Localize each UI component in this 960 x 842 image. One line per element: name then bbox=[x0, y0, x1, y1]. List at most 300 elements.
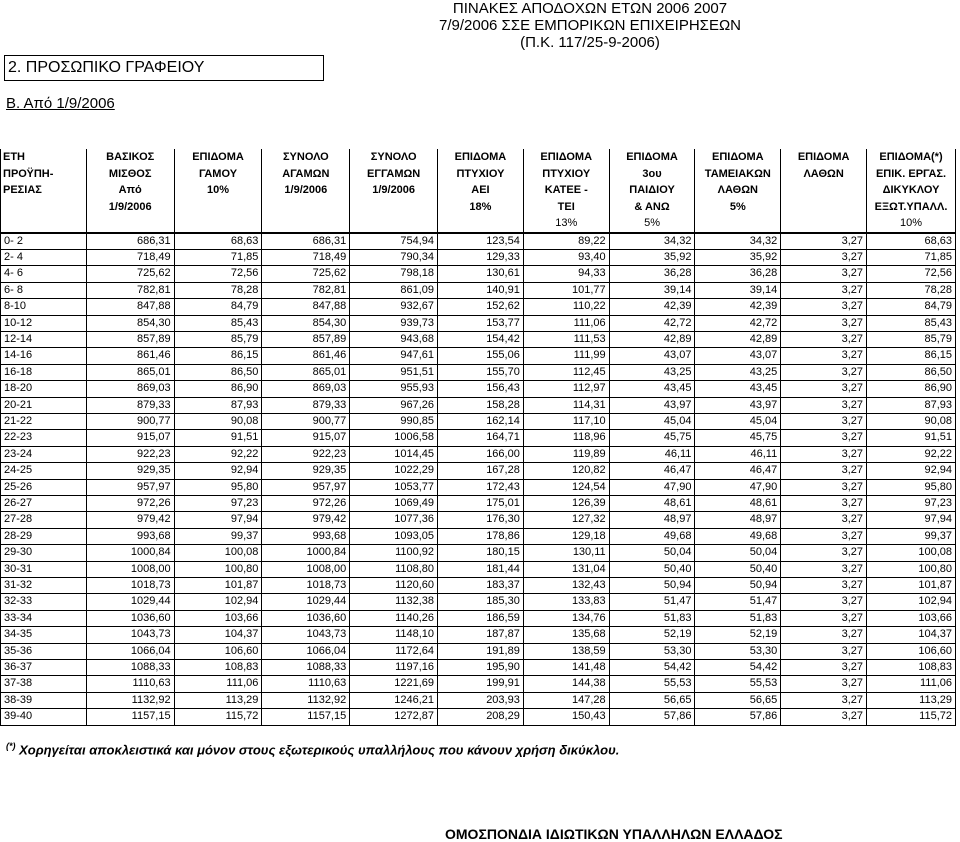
amount-cell: 186,59 bbox=[438, 610, 524, 626]
amount-cell: 185,30 bbox=[438, 594, 524, 610]
amount-cell: 45,75 bbox=[695, 430, 781, 446]
amount-cell: 86,15 bbox=[867, 348, 956, 364]
amount-cell: 43,07 bbox=[609, 348, 695, 364]
amount-cell: 92,94 bbox=[174, 463, 262, 479]
amount-cell: 112,45 bbox=[523, 364, 609, 380]
amount-cell: 111,06 bbox=[523, 315, 609, 331]
table-header bbox=[1, 149, 956, 233]
amount-cell: 1036,60 bbox=[262, 610, 350, 626]
amount-cell: 39,14 bbox=[609, 282, 695, 298]
column-header-line: ΔΙΚΥΚΛΟΥ bbox=[882, 184, 940, 196]
column-header-line: ΚΑΤΕΕ - bbox=[544, 184, 588, 196]
amount-cell: 97,23 bbox=[867, 496, 956, 512]
amount-cell: 967,26 bbox=[350, 397, 438, 413]
table-row bbox=[1, 561, 956, 577]
amount-cell: 3,27 bbox=[781, 331, 867, 347]
amount-cell: 78,28 bbox=[174, 282, 262, 298]
amount-cell: 3,27 bbox=[781, 463, 867, 479]
column-header-line: 5% bbox=[729, 200, 746, 213]
amount-cell: 97,94 bbox=[174, 512, 262, 528]
table-row bbox=[1, 594, 956, 610]
amount-cell: 144,38 bbox=[523, 676, 609, 692]
title-line-2: 7/9/2006 ΣΣΕ ΕΜΠΟΡΙΚΩΝ ΕΠΙΧΕΙΡΗΣΕΩΝ bbox=[438, 17, 741, 34]
amount-cell: 869,03 bbox=[86, 381, 174, 397]
amount-cell: 3,27 bbox=[781, 660, 867, 676]
column-header-line: 1/9/2006 bbox=[372, 184, 416, 196]
amount-cell: 183,37 bbox=[438, 578, 524, 594]
amount-cell: 113,29 bbox=[174, 692, 262, 708]
amount-cell: 92,22 bbox=[174, 446, 262, 462]
table-row bbox=[1, 643, 956, 659]
amount-cell: 1053,77 bbox=[350, 479, 438, 495]
column-header-line: ΡΕΣΙΑΣ bbox=[3, 184, 42, 196]
amount-cell: 71,85 bbox=[174, 249, 262, 265]
amount-cell: 990,85 bbox=[350, 413, 438, 429]
section-label: 2. ΠΡΟΣΩΠΙΚΟ ΓΡΑΦΕΙΟΥ bbox=[4, 55, 324, 81]
amount-cell: 101,77 bbox=[523, 282, 609, 298]
years-cell: 27-28 bbox=[1, 512, 87, 528]
footnote bbox=[6, 741, 619, 757]
amount-cell: 119,89 bbox=[523, 446, 609, 462]
years-cell: 29-30 bbox=[1, 545, 87, 561]
column-header-line: ΛΑΘΩΝ bbox=[717, 184, 758, 196]
table-row bbox=[1, 627, 956, 643]
amount-cell: 993,68 bbox=[86, 528, 174, 544]
amount-cell: 45,04 bbox=[609, 413, 695, 429]
amount-cell: 103,66 bbox=[867, 610, 956, 626]
years-cell: 12-14 bbox=[1, 331, 87, 347]
amount-cell: 865,01 bbox=[86, 364, 174, 380]
amount-cell: 46,47 bbox=[609, 463, 695, 479]
years-cell: 18-20 bbox=[1, 381, 87, 397]
amount-cell: 1132,92 bbox=[86, 692, 174, 708]
column-header-line: ΠΤΥΧΙΟΥ bbox=[542, 167, 591, 180]
years-cell: 24-25 bbox=[1, 463, 87, 479]
years-cell: 33-34 bbox=[1, 610, 87, 626]
amount-cell: 166,00 bbox=[438, 446, 524, 462]
amount-cell: 34,32 bbox=[609, 233, 695, 250]
amount-cell: 42,39 bbox=[695, 299, 781, 315]
amount-cell: 72,56 bbox=[867, 266, 956, 282]
column-header-line: ΛΑΘΩΝ bbox=[803, 167, 844, 180]
amount-cell: 153,77 bbox=[438, 315, 524, 331]
column-header-line bbox=[177, 215, 260, 232]
amount-cell: 43,25 bbox=[609, 364, 695, 380]
amount-cell: 1110,63 bbox=[262, 676, 350, 692]
amount-cell: 57,86 bbox=[609, 709, 695, 725]
amount-cell: 86,15 bbox=[174, 348, 262, 364]
table-row bbox=[1, 528, 956, 544]
amount-cell: 857,89 bbox=[86, 331, 174, 347]
column-header-line: ΤΕΙ bbox=[557, 200, 575, 213]
amount-cell: 3,27 bbox=[781, 413, 867, 429]
amount-cell: 90,08 bbox=[867, 413, 956, 429]
amount-cell: 879,33 bbox=[262, 397, 350, 413]
amount-cell: 130,61 bbox=[438, 266, 524, 282]
amount-cell: 68,63 bbox=[174, 233, 262, 250]
amount-cell: 90,08 bbox=[174, 413, 262, 429]
amount-cell: 95,80 bbox=[174, 479, 262, 495]
amount-cell: 869,03 bbox=[262, 381, 350, 397]
column-header-line: ΠΑΙΔΙΟΥ bbox=[629, 184, 675, 196]
amount-cell: 100,08 bbox=[174, 545, 262, 561]
column-header bbox=[609, 149, 695, 233]
amount-cell: 3,27 bbox=[781, 479, 867, 495]
amount-cell: 3,27 bbox=[781, 397, 867, 413]
amount-cell: 111,06 bbox=[867, 676, 956, 692]
amount-cell: 117,10 bbox=[523, 413, 609, 429]
amount-cell: 922,23 bbox=[262, 446, 350, 462]
column-header-line bbox=[352, 215, 435, 232]
amount-cell: 134,76 bbox=[523, 610, 609, 626]
years-cell: 0- 2 bbox=[1, 233, 87, 250]
table-row bbox=[1, 364, 956, 380]
amount-cell: 1157,15 bbox=[86, 709, 174, 725]
amount-cell: 100,80 bbox=[867, 561, 956, 577]
years-cell: 23-24 bbox=[1, 446, 87, 462]
column-header-line: 3ου bbox=[642, 167, 662, 180]
amount-cell: 50,04 bbox=[609, 545, 695, 561]
table-body bbox=[1, 233, 956, 726]
amount-cell: 790,34 bbox=[350, 249, 438, 265]
years-cell: 20-21 bbox=[1, 397, 87, 413]
amount-cell: 115,72 bbox=[174, 709, 262, 725]
amount-cell: 900,77 bbox=[86, 413, 174, 429]
column-header-line: ΕΠΙΚ. ΕΡΓΑΣ. bbox=[875, 167, 947, 180]
amount-cell: 43,07 bbox=[695, 348, 781, 364]
amount-cell: 124,54 bbox=[523, 479, 609, 495]
column-header-line: Από bbox=[118, 184, 142, 196]
amount-cell: 87,93 bbox=[174, 397, 262, 413]
amount-cell: 957,97 bbox=[86, 479, 174, 495]
column-header-line: ΣΥΝΟΛΟ bbox=[282, 151, 329, 163]
amount-cell: 68,63 bbox=[867, 233, 956, 250]
table-row bbox=[1, 692, 956, 708]
amount-cell: 955,93 bbox=[350, 381, 438, 397]
amount-cell: 43,45 bbox=[609, 381, 695, 397]
column-header-line: ΤΑΜΕΙΑΚΩΝ bbox=[704, 167, 771, 180]
amount-cell: 718,49 bbox=[86, 249, 174, 265]
amount-cell: 34,32 bbox=[695, 233, 781, 250]
amount-cell: 1036,60 bbox=[86, 610, 174, 626]
amount-cell: 725,62 bbox=[86, 266, 174, 282]
amount-cell: 42,89 bbox=[695, 331, 781, 347]
column-header-line bbox=[3, 199, 84, 216]
amount-cell: 51,83 bbox=[695, 610, 781, 626]
amount-cell: 52,19 bbox=[609, 627, 695, 643]
amount-cell: 1043,73 bbox=[262, 627, 350, 643]
amount-cell: 1022,29 bbox=[350, 463, 438, 479]
table-row bbox=[1, 348, 956, 364]
amount-cell: 854,30 bbox=[86, 315, 174, 331]
amount-cell: 71,85 bbox=[867, 249, 956, 265]
amount-cell: 35,92 bbox=[609, 249, 695, 265]
amount-cell: 99,37 bbox=[174, 528, 262, 544]
years-cell: 16-18 bbox=[1, 364, 87, 380]
amount-cell: 55,53 bbox=[609, 676, 695, 692]
amount-cell: 191,89 bbox=[438, 643, 524, 659]
column-header-line bbox=[697, 215, 778, 232]
amount-cell: 857,89 bbox=[262, 331, 350, 347]
years-cell: 28-29 bbox=[1, 528, 87, 544]
amount-cell: 53,30 bbox=[609, 643, 695, 659]
footnote-text: Χορηγείται αποκλειστικά και μόνον στους εξωτερικούς υπαλλήλους που κάνουν χρήση δικύκλου. bbox=[19, 742, 620, 758]
amount-cell: 178,86 bbox=[438, 528, 524, 544]
amount-cell: 1069,49 bbox=[350, 496, 438, 512]
column-header bbox=[86, 149, 174, 233]
years-cell: 2- 4 bbox=[1, 249, 87, 265]
amount-cell: 1008,00 bbox=[86, 561, 174, 577]
amount-cell: 84,79 bbox=[174, 299, 262, 315]
amount-cell: 1148,10 bbox=[350, 627, 438, 643]
amount-cell: 1221,69 bbox=[350, 676, 438, 692]
amount-cell: 115,72 bbox=[867, 709, 956, 725]
amount-cell: 199,91 bbox=[438, 676, 524, 692]
years-cell: 36-37 bbox=[1, 660, 87, 676]
amount-cell: 72,56 bbox=[174, 266, 262, 282]
amount-cell: 172,43 bbox=[438, 479, 524, 495]
column-header-line: 5% bbox=[644, 217, 660, 229]
amount-cell: 847,88 bbox=[86, 299, 174, 315]
amount-cell: 46,11 bbox=[609, 446, 695, 462]
amount-cell: 47,90 bbox=[609, 479, 695, 495]
amount-cell: 140,91 bbox=[438, 282, 524, 298]
amount-cell: 147,28 bbox=[523, 692, 609, 708]
amount-cell: 1100,92 bbox=[350, 545, 438, 561]
amount-cell: 106,60 bbox=[867, 643, 956, 659]
amount-cell: 725,62 bbox=[262, 266, 350, 282]
amount-cell: 175,01 bbox=[438, 496, 524, 512]
years-cell: 22-23 bbox=[1, 430, 87, 446]
amount-cell: 1000,84 bbox=[262, 545, 350, 561]
amount-cell: 3,27 bbox=[781, 594, 867, 610]
amount-cell: 1172,64 bbox=[350, 643, 438, 659]
amount-cell: 3,27 bbox=[781, 528, 867, 544]
amount-cell: 3,27 bbox=[781, 627, 867, 643]
amount-cell: 123,54 bbox=[438, 233, 524, 250]
amount-cell: 46,11 bbox=[695, 446, 781, 462]
amount-cell: 167,28 bbox=[438, 463, 524, 479]
amount-cell: 110,22 bbox=[523, 299, 609, 315]
column-header-line bbox=[264, 215, 347, 232]
amount-cell: 112,97 bbox=[523, 381, 609, 397]
years-cell: 4- 6 bbox=[1, 266, 87, 282]
amount-cell: 48,61 bbox=[609, 496, 695, 512]
organization-name: ΟΜΟΣΠΟΝΔΙΑ ΙΔΙΩΤΙΚΩΝ ΥΠΑΛΛΗΛΩΝ ΕΛΛΑΔΟΣ bbox=[445, 826, 783, 842]
amount-cell: 900,77 bbox=[262, 413, 350, 429]
amount-cell: 46,47 bbox=[695, 463, 781, 479]
table-row bbox=[1, 315, 956, 331]
column-header-line: ΣΥΝΟΛΟ bbox=[370, 151, 417, 163]
amount-cell: 180,15 bbox=[438, 545, 524, 561]
table-row bbox=[1, 282, 956, 298]
amount-cell: 91,51 bbox=[174, 430, 262, 446]
amount-cell: 1088,33 bbox=[86, 660, 174, 676]
amount-cell: 155,06 bbox=[438, 348, 524, 364]
amount-cell: 86,50 bbox=[867, 364, 956, 380]
amount-cell: 87,93 bbox=[867, 397, 956, 413]
amount-cell: 3,27 bbox=[781, 446, 867, 462]
amount-cell: 100,08 bbox=[867, 545, 956, 561]
amount-cell: 947,61 bbox=[350, 348, 438, 364]
amount-cell: 89,22 bbox=[523, 233, 609, 250]
column-header-line: ΕΠΙΔΟΜΑ bbox=[712, 151, 764, 163]
amount-cell: 3,27 bbox=[781, 692, 867, 708]
column-header-line bbox=[264, 199, 347, 216]
table-row bbox=[1, 578, 956, 594]
amount-cell: 1093,05 bbox=[350, 528, 438, 544]
amount-cell: 85,79 bbox=[867, 331, 956, 347]
amount-cell: 97,94 bbox=[867, 512, 956, 528]
table-row bbox=[1, 446, 956, 462]
years-cell: 34-35 bbox=[1, 627, 87, 643]
amount-cell: 154,42 bbox=[438, 331, 524, 347]
amount-cell: 158,28 bbox=[438, 397, 524, 413]
column-header-line: ΕΠΙΔΟΜΑ bbox=[192, 151, 244, 163]
table-row bbox=[1, 249, 956, 265]
amount-cell: 56,65 bbox=[609, 692, 695, 708]
amount-cell: 55,53 bbox=[695, 676, 781, 692]
amount-cell: 103,66 bbox=[174, 610, 262, 626]
amount-cell: 54,42 bbox=[609, 660, 695, 676]
table-row bbox=[1, 676, 956, 692]
amount-cell: 972,26 bbox=[262, 496, 350, 512]
amount-cell: 108,83 bbox=[174, 660, 262, 676]
amount-cell: 120,82 bbox=[523, 463, 609, 479]
column-header-line: ΠΡΟΫΠΗ- bbox=[3, 167, 54, 180]
amount-cell: 879,33 bbox=[86, 397, 174, 413]
amount-cell: 101,87 bbox=[174, 578, 262, 594]
amount-cell: 104,37 bbox=[174, 627, 262, 643]
amount-cell: 53,30 bbox=[695, 643, 781, 659]
amount-cell: 85,43 bbox=[867, 315, 956, 331]
amount-cell: 48,97 bbox=[695, 512, 781, 528]
amount-cell: 847,88 bbox=[262, 299, 350, 315]
amount-cell: 131,04 bbox=[523, 561, 609, 577]
amount-cell: 3,27 bbox=[781, 348, 867, 364]
amount-cell: 86,50 bbox=[174, 364, 262, 380]
subsection-label: Β. Από 1/9/2006 bbox=[6, 95, 115, 112]
amount-cell: 126,39 bbox=[523, 496, 609, 512]
column-header-line: ΕΓΓΑΜΩΝ bbox=[367, 167, 421, 180]
amount-cell: 101,87 bbox=[867, 578, 956, 594]
amount-cell: 1066,04 bbox=[262, 643, 350, 659]
table-row bbox=[1, 430, 956, 446]
amount-cell: 993,68 bbox=[262, 528, 350, 544]
amount-cell: 135,68 bbox=[523, 627, 609, 643]
years-cell: 6- 8 bbox=[1, 282, 87, 298]
amount-cell: 100,80 bbox=[174, 561, 262, 577]
column-header bbox=[1, 149, 87, 233]
amount-cell: 3,27 bbox=[781, 381, 867, 397]
years-cell: 31-32 bbox=[1, 578, 87, 594]
column-header-line bbox=[783, 182, 864, 199]
amount-cell: 138,59 bbox=[523, 643, 609, 659]
column-header-line: ΑΕΙ bbox=[471, 184, 490, 196]
table-row bbox=[1, 610, 956, 626]
amount-cell: 798,18 bbox=[350, 266, 438, 282]
column-header-line: ΕΠΙΔΟΜΑ bbox=[454, 151, 507, 163]
amount-cell: 957,97 bbox=[262, 479, 350, 495]
amount-cell: 127,32 bbox=[523, 512, 609, 528]
amount-cell: 42,89 bbox=[609, 331, 695, 347]
amount-cell: 1008,00 bbox=[262, 561, 350, 577]
years-cell: 8-10 bbox=[1, 299, 87, 315]
amount-cell: 78,28 bbox=[867, 282, 956, 298]
amount-cell: 45,04 bbox=[695, 413, 781, 429]
amount-cell: 203,93 bbox=[438, 692, 524, 708]
amount-cell: 943,68 bbox=[350, 331, 438, 347]
amount-cell: 91,51 bbox=[867, 430, 956, 446]
amount-cell: 1088,33 bbox=[262, 660, 350, 676]
amount-cell: 42,72 bbox=[609, 315, 695, 331]
amount-cell: 686,31 bbox=[86, 233, 174, 250]
years-cell: 37-38 bbox=[1, 676, 87, 692]
amount-cell: 50,94 bbox=[695, 578, 781, 594]
amount-cell: 92,94 bbox=[867, 463, 956, 479]
amount-cell: 1157,15 bbox=[262, 709, 350, 725]
salary-table bbox=[0, 149, 956, 726]
amount-cell: 1018,73 bbox=[262, 578, 350, 594]
column-header-line: 10% bbox=[900, 217, 923, 229]
column-header-line: 10% bbox=[207, 184, 230, 196]
amount-cell: 85,43 bbox=[174, 315, 262, 331]
amount-cell: 3,27 bbox=[781, 282, 867, 298]
table-row bbox=[1, 496, 956, 512]
amount-cell: 951,51 bbox=[350, 364, 438, 380]
years-cell: 30-31 bbox=[1, 561, 87, 577]
amount-cell: 97,23 bbox=[174, 496, 262, 512]
column-header-line: 1/9/2006 bbox=[284, 184, 328, 196]
column-header-line: 1/9/2006 bbox=[108, 200, 152, 213]
amount-cell: 43,25 bbox=[695, 364, 781, 380]
amount-cell: 156,43 bbox=[438, 381, 524, 397]
amount-cell: 861,46 bbox=[86, 348, 174, 364]
amount-cell: 42,72 bbox=[695, 315, 781, 331]
column-header bbox=[350, 149, 438, 233]
amount-cell: 3,27 bbox=[781, 610, 867, 626]
amount-cell: 1029,44 bbox=[86, 594, 174, 610]
amount-cell: 915,07 bbox=[262, 430, 350, 446]
column-header-line: ΠΤΥΧΙΟΥ bbox=[456, 167, 505, 180]
column-header-line: ΕΞΩΤ.ΥΠΑΛΛ. bbox=[874, 200, 948, 213]
table-row bbox=[1, 545, 956, 561]
column-header-line bbox=[440, 215, 521, 232]
column-header-line: ΕΠΙΔΟΜΑ bbox=[626, 151, 678, 163]
document-title bbox=[420, 0, 760, 51]
table-row bbox=[1, 413, 956, 429]
amount-cell: 861,09 bbox=[350, 282, 438, 298]
amount-cell: 45,75 bbox=[609, 430, 695, 446]
column-header-line: ΜΙΣΘΟΣ bbox=[108, 167, 152, 180]
amount-cell: 50,40 bbox=[695, 561, 781, 577]
amount-cell: 102,94 bbox=[174, 594, 262, 610]
column-header-line: ΕΠΙΔΟΜΑ bbox=[540, 151, 593, 163]
amount-cell: 162,14 bbox=[438, 413, 524, 429]
amount-cell: 939,73 bbox=[350, 315, 438, 331]
amount-cell: 3,27 bbox=[781, 299, 867, 315]
years-cell: 26-27 bbox=[1, 496, 87, 512]
amount-cell: 51,83 bbox=[609, 610, 695, 626]
table-row bbox=[1, 331, 956, 347]
amount-cell: 130,11 bbox=[523, 545, 609, 561]
amount-cell: 1108,80 bbox=[350, 561, 438, 577]
column-header bbox=[781, 149, 867, 233]
amount-cell: 152,62 bbox=[438, 299, 524, 315]
title-line-1: ΠΙΝΑΚΕΣ ΑΠΟΔΟΧΩΝ ΕΤΩΝ 2006 2007 bbox=[452, 0, 728, 17]
amount-cell: 51,47 bbox=[609, 594, 695, 610]
table-row bbox=[1, 463, 956, 479]
